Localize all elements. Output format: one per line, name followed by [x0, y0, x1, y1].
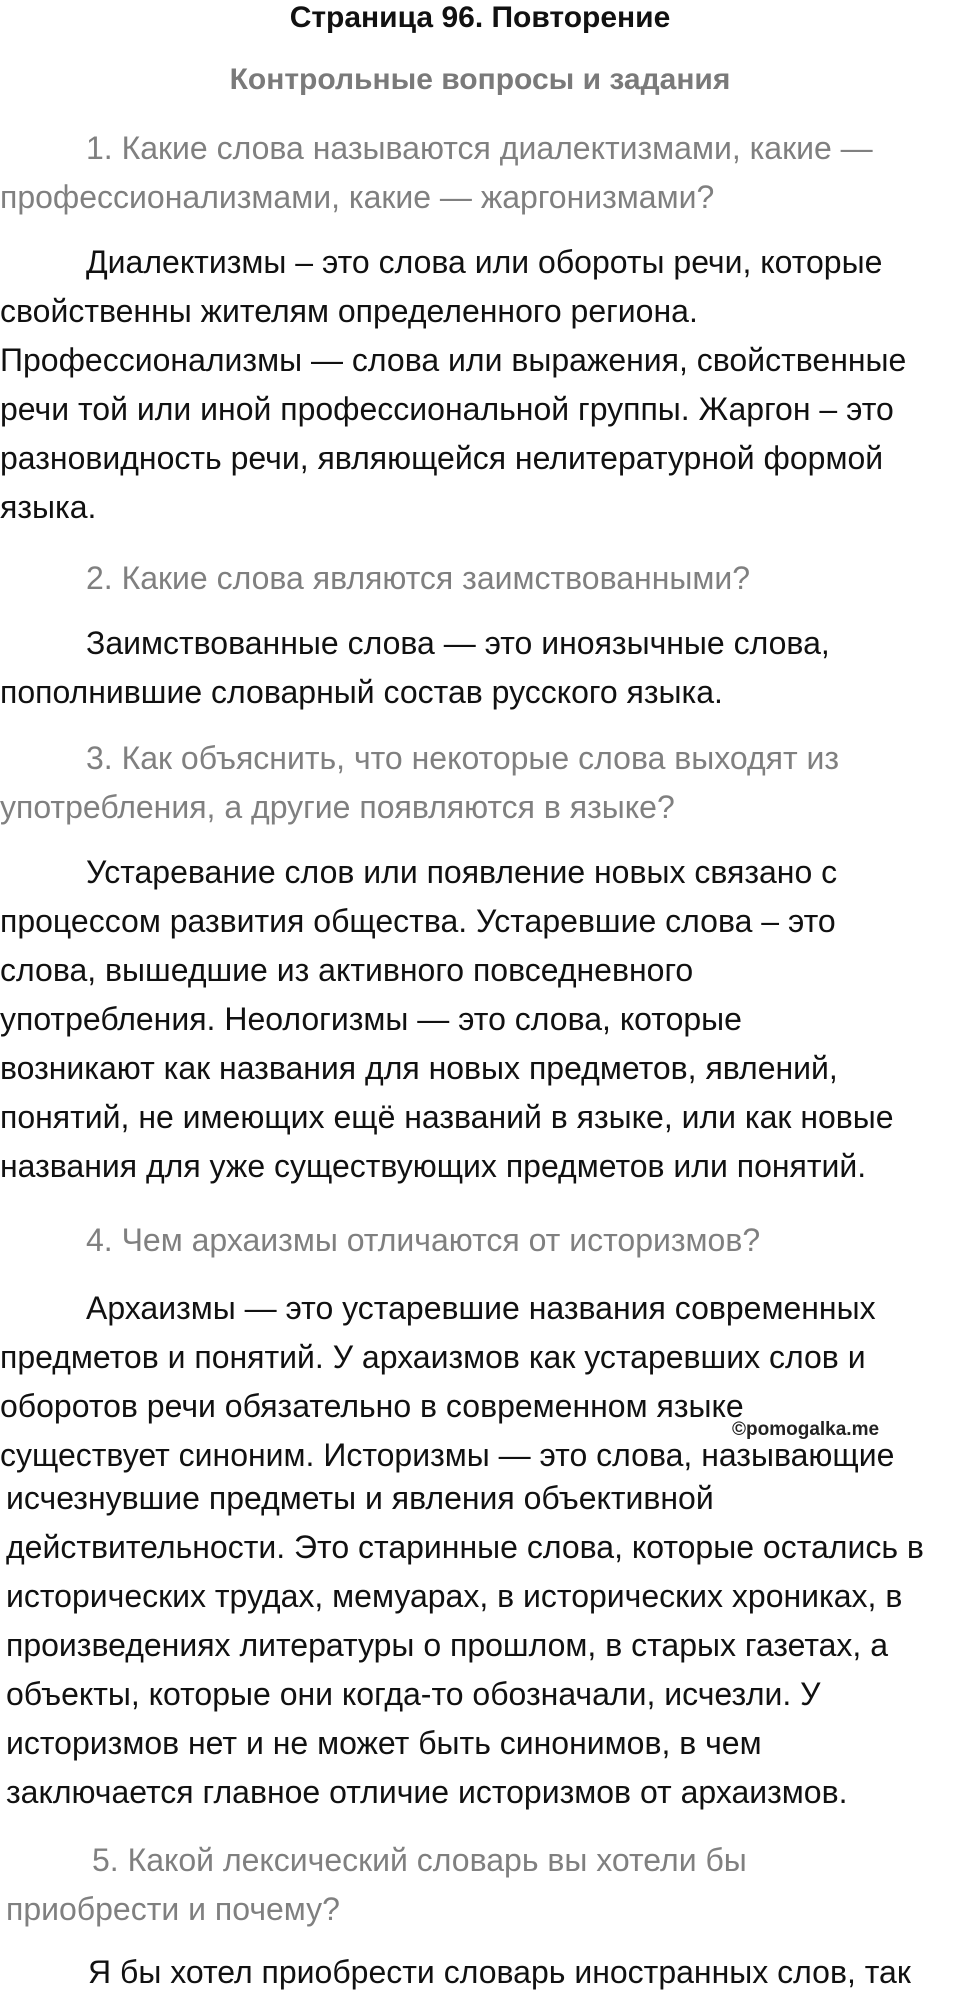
answer-line: слова, вышедшие из активного повседневного [0, 952, 694, 988]
answer-line: Я бы хотел приобрести словарь иностранных слов, так [88, 1954, 911, 1990]
section-subtitle: Контрольные вопросы и задания [229, 63, 731, 96]
answer-line: предметов и понятий. У архаизмов как устаревших слов и [0, 1339, 866, 1375]
answer-line: Заимствованные слова — это иноязычные слова, [86, 625, 830, 661]
question-2 [0, 554, 960, 603]
answer-line: языка. [0, 489, 97, 525]
answer-line: исторических трудах, мемуарах, в исторических хрониках, в [6, 1578, 903, 1614]
answer-3 [0, 848, 960, 1191]
answer-line: пополнившие словарный состав русского языка. [0, 674, 723, 710]
answer-line: возникают как названия для новых предметов, явлений, [0, 1050, 838, 1086]
answer-1 [0, 238, 960, 532]
question-line: 3. Как объяснить, что некоторые слова выходят из [86, 740, 840, 776]
answer-line: Архаизмы — это устаревшие названия современных [86, 1290, 876, 1326]
question-line: 2. Какие слова являются заимствованными? [86, 560, 751, 596]
question-line: профессионализмами, какие — жаргонизмами? [0, 179, 715, 215]
question-line: 5. Какой лексический словарь вы хотели бы [92, 1842, 747, 1878]
answer-line: объекты, которые они когда-то обозначали, исчезли. У [6, 1676, 821, 1712]
answer-line: названия для уже существующих предметов или понятий. [0, 1148, 867, 1184]
answer-line: существует синоним. Историзмы — это слова, называющие [0, 1437, 895, 1473]
answer-line: историзмов нет и не может быть синонимов, в чем [6, 1725, 762, 1761]
answer-line: действительности. Это старинные слова, которые остались в [6, 1529, 924, 1565]
page-title: Страница 96. Повторение [289, 1, 671, 34]
answer-line: процессом развития общества. Устаревшие слова – это [0, 903, 836, 939]
answer-line: исчезнувшие предметы и явления объективной [6, 1480, 714, 1516]
answer-line: разновидность речи, являющейся нелитературной формой [0, 440, 884, 476]
answer-line: произведениях литературы о прошлом, в старых газетах, а [6, 1627, 888, 1663]
question-5 [0, 1836, 960, 1934]
question-4 [0, 1216, 960, 1265]
answer-line: Профессионализмы — слова или выражения, свойственные [0, 342, 907, 378]
answer-5 [0, 1948, 960, 1997]
question-line: приобрести и почему? [6, 1891, 340, 1927]
answer-line: заключается главное отличие историзмов от архаизмов. [6, 1774, 848, 1810]
answer-line: Устаревание слов или появление новых связано с [86, 854, 838, 890]
question-1 [0, 124, 960, 222]
answer-line: свойственны жителям определенного региона. [0, 293, 698, 329]
site-watermark: ©pomogalka.me [732, 1419, 880, 1440]
question-line: употребления, а другие появляются в языке? [0, 789, 675, 825]
answer-4-part-2 [0, 1474, 960, 1817]
answer-2 [0, 619, 960, 717]
answer-line: понятий, не имеющих ещё названий в языке, или как новые [0, 1099, 894, 1135]
question-line: 4. Чем архаизмы отличаются от историзмов? [86, 1222, 761, 1258]
answer-line: употребления. Неологизмы — это слова, которые [0, 1001, 742, 1037]
answer-line: оборотов речи обязательно в современном языке [0, 1388, 744, 1424]
answer-line: Диалектизмы – это слова или обороты речи, которые [86, 244, 883, 280]
question-3 [0, 734, 960, 832]
question-line: 1. Какие слова называются диалектизмами, какие — [86, 130, 873, 166]
answer-line: речи той или иной профессиональной группы. Жаргон – это [0, 391, 894, 427]
answer-4-part-1 [0, 1284, 960, 1480]
